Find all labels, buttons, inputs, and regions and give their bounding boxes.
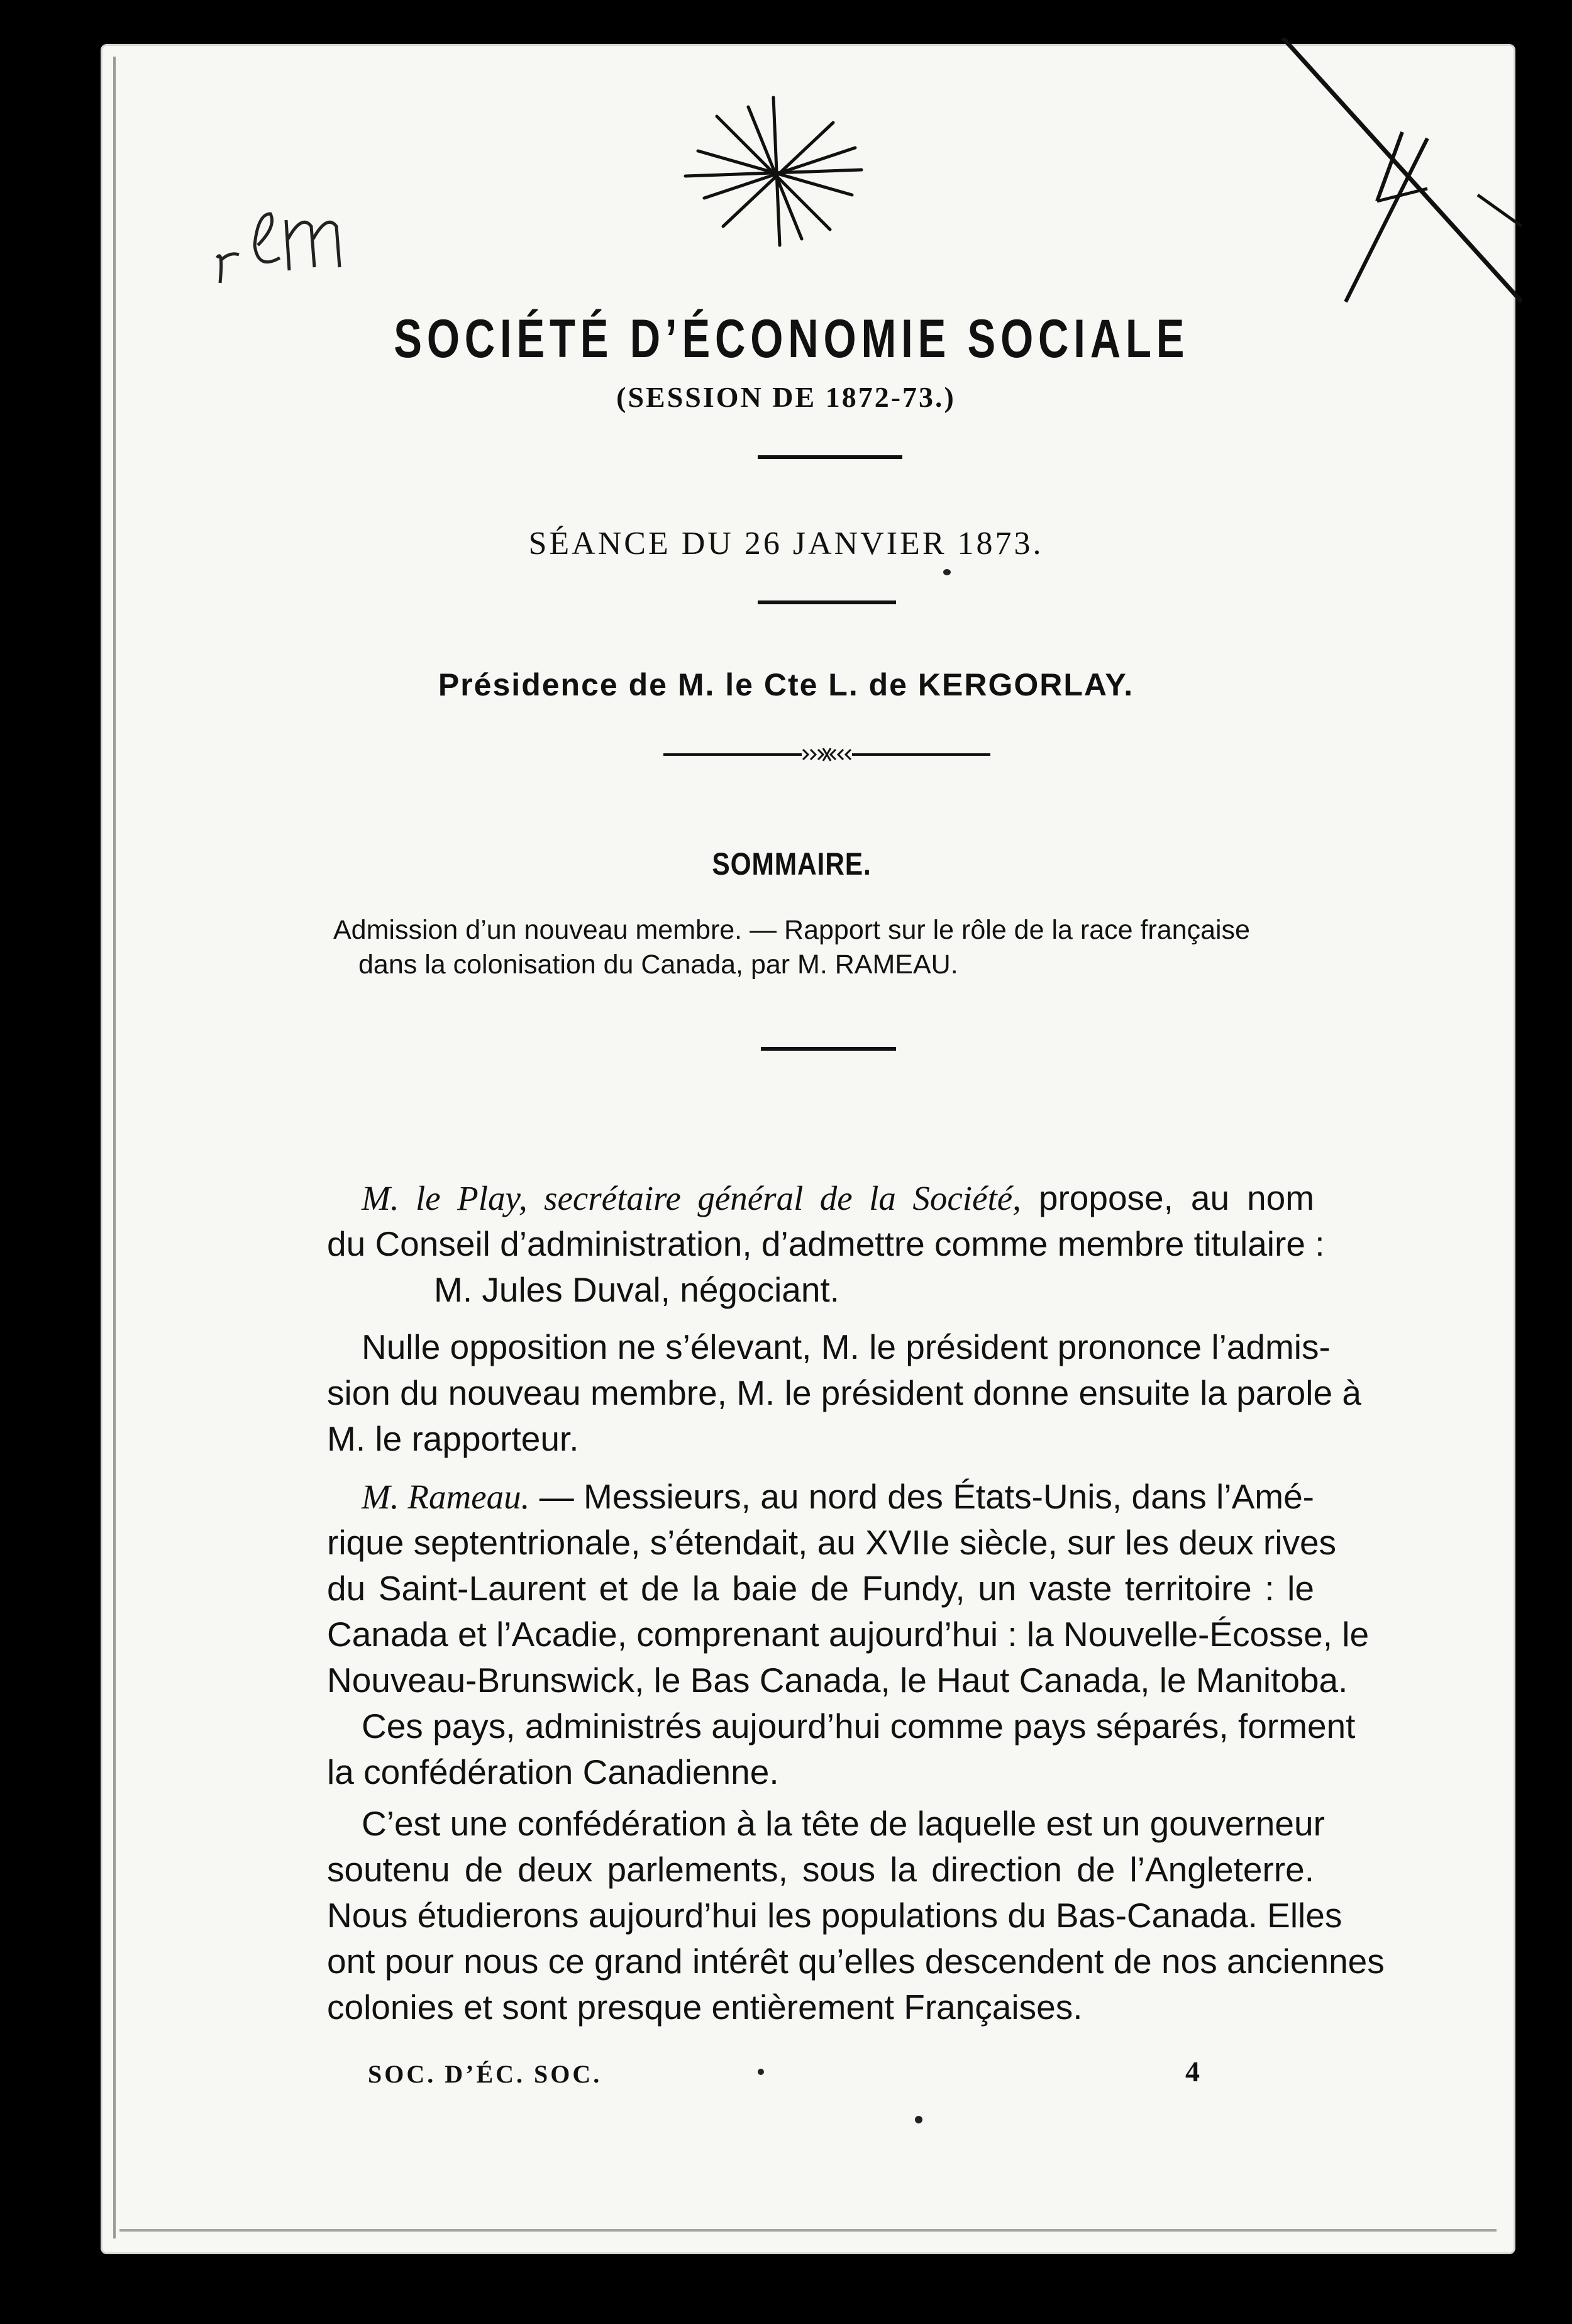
body-line: la confédération Canadienne. [327, 1752, 779, 1791]
presidence-line: Présidence de M. le Cte L. de KERGORLAY. [438, 667, 1134, 702]
body-line: sion du nouveau membre, M. le président donne ensuite la parole à [327, 1373, 1361, 1412]
body-line: du Saint-Laurent et de la baie de Fundy, un vaste territoire : le [327, 1569, 1314, 1608]
body-line: Nous étudierons aujourd’hui les populations du Bas-Canada. Elles [327, 1896, 1342, 1935]
body-text: — Messieurs, au nord des États-Unis, dans l’Amé- [539, 1477, 1314, 1516]
divider-rule [758, 455, 902, 459]
body-line: Ces pays, administrés aujourd’hui comme pays séparés, forment [362, 1707, 1356, 1746]
footer-signature: SOC. D’ÉC. SOC. [368, 2060, 602, 2088]
corner-fold-annotation [1270, 38, 1522, 333]
divider-rule [758, 600, 896, 604]
body-line: Nouveau-Brunswick, le Bas Canada, le Haut Canada, le Manitoba. [327, 1661, 1348, 1700]
page-number: 4 [1185, 2056, 1200, 2088]
divider-rule [761, 1047, 896, 1051]
body-line: M. Jules Duval, négociant. [434, 1270, 840, 1309]
body-line: M. le rapporteur. [327, 1419, 579, 1458]
body-line [362, 1475, 1314, 1519]
handwritten-mark [208, 189, 371, 296]
ink-speck [915, 2116, 922, 2123]
body-line [362, 1176, 1314, 1220]
body-line: colonies et sont presque entièrement Françaises. [327, 1988, 1083, 2027]
sommaire-line: dans la colonisation du Canada, par M. RAMEAU. [358, 949, 958, 980]
body-line: soutenu de deux parlements, sous la direction de l’Angleterre. [327, 1850, 1314, 1889]
society-title: SOCIÉTÉ D’ÉCONOMIE SOCIALE [394, 309, 1190, 369]
body-line: Canada et l’Acadie, comprenant aujourd’hui : la Nouvelle-Écosse, le [327, 1615, 1370, 1654]
ornament-divider [663, 742, 990, 767]
asterisk-mark [679, 91, 868, 255]
speaker-name: M. Rameau. [362, 1478, 530, 1516]
body-line: C’est une confédération à la tête de laquelle est un gouverneur [362, 1804, 1325, 1843]
page-bottom-edge [119, 2229, 1497, 2232]
body-text: propose, au nom [1038, 1178, 1315, 1217]
sommaire-heading: SOMMAIRE. [712, 846, 872, 882]
body-line: du Conseil d’administration, d’admettre comme membre titulaire : [327, 1224, 1325, 1263]
seance-date: SÉANCE DU 26 JANVIER 1873. [528, 526, 1044, 562]
sommaire-line: Admission d’un nouveau membre. — Rapport sur le rôle de la race française [333, 915, 1250, 945]
speaker-name: M. le Play, secrétaire général de la Société, [362, 1179, 1021, 1217]
ink-speck [943, 569, 951, 575]
body-line: ont pour nous ce grand intérêt qu’elles descendent de nos anciennes [327, 1942, 1385, 1981]
body-line: rique septentrionale, s’étendait, au XVIIe siècle, sur les deux rives [327, 1523, 1337, 1562]
body-line: Nulle opposition ne s’élevant, M. le président prononce l’admis- [362, 1327, 1331, 1366]
session-subtitle: (SESSION DE 1872-73.) [616, 381, 956, 413]
ink-speck [758, 2069, 764, 2075]
